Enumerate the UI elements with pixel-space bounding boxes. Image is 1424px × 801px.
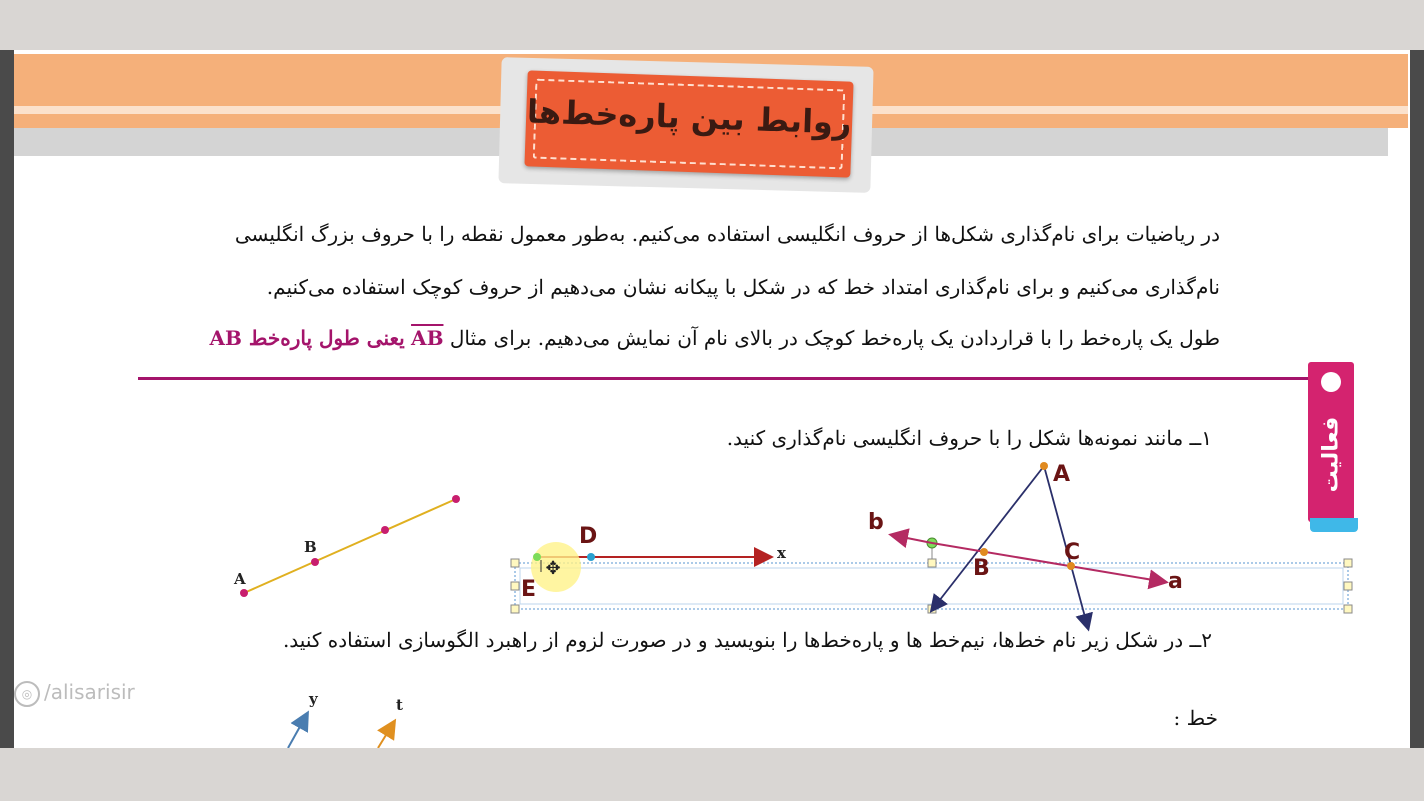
figure-1-point-a xyxy=(240,589,248,597)
top-bar xyxy=(0,0,1424,50)
resize-handle-bl[interactable] xyxy=(511,605,519,613)
selection-box[interactable] xyxy=(511,538,1352,613)
intro-line-3-start: طول یک پاره‌خط را با قراردادن یک پاره‌خط کوچک در بالای نام آن نمایش می‌دهیم. برای مثال xyxy=(449,326,1220,350)
figure-4 xyxy=(288,690,403,748)
intro-line-2: نام‌گذاری می‌کنیم و برای نام‌گذاری امتداد خط که در شکل با پیکانه نشان می‌دهیم از حروف کوچک استفاده می‌کنیم. xyxy=(266,275,1220,299)
figure-3-label-a: A xyxy=(1053,462,1071,487)
figure-1-line xyxy=(244,499,456,593)
figure-3-label-a-line: a xyxy=(1168,569,1183,594)
figure-3-label-b: B xyxy=(973,556,990,581)
geometry-figures xyxy=(0,50,1424,748)
resize-handle-tr[interactable] xyxy=(1344,559,1352,567)
figure-3-ray-ab xyxy=(932,466,1044,610)
bottom-bar xyxy=(0,748,1424,801)
resize-handle-mr[interactable] xyxy=(1344,582,1352,590)
task-2-text: ۲ــ در شکل زیر نام خط‌ها، نیم‌خط ها و پاره‌خط‌ها را بنویسید و در صورت لزوم از راهبرد الگوسازی استفاده کنید. xyxy=(282,628,1212,652)
figure-2-label-e: E xyxy=(521,577,537,602)
figure-3-point-a xyxy=(1040,462,1048,470)
figure-2-label-d: D xyxy=(579,524,598,549)
intro-line-1: در ریاضیات برای نام‌گذاری شکل‌ها از حروف انگلیسی استفاده می‌کنیم. به‌طور معمول نقطه را با حروف بزرگ انگلیسی xyxy=(234,222,1220,246)
figure-1 xyxy=(233,495,460,597)
intro-line-3-end: یعنی طول پاره‌خط AB xyxy=(209,326,405,350)
figure-1-point-4 xyxy=(452,495,460,503)
figure-3-line-a xyxy=(932,543,1165,582)
figure-4-ray-t xyxy=(378,722,394,748)
resize-handle-ml[interactable] xyxy=(511,582,519,590)
figure-4-ray-y xyxy=(288,714,307,748)
selection-inner-outline xyxy=(520,568,1343,604)
figure-1-point-b xyxy=(311,558,319,566)
figure-4-label-t: t xyxy=(396,696,403,714)
figure-1-label-a: A xyxy=(234,570,246,588)
figure-2-point-e xyxy=(533,553,541,561)
figure-3-label-b-line: b xyxy=(868,510,884,535)
segment-length-symbol: AB xyxy=(411,326,444,350)
page-title: روابط بین پاره‌خط‌ها xyxy=(526,92,853,142)
move-cursor-icon: ✥ xyxy=(545,558,561,579)
watermark-logo-icon: ◎ xyxy=(14,681,40,707)
figure-4-label-y: y xyxy=(309,690,318,708)
figure-3-point-b xyxy=(980,548,988,556)
task-1-text: ۱ــ مانند نمونه‌ها شکل را با حروف انگلیسی نام‌گذاری کنید. xyxy=(726,426,1212,450)
figure-1-point-3 xyxy=(381,526,389,534)
answer-line-label: خط : xyxy=(1173,706,1218,730)
figure-2-point-d xyxy=(587,553,595,561)
figure-3-label-c: C xyxy=(1064,540,1081,565)
resize-handle-br[interactable] xyxy=(1344,605,1352,613)
selection-outline[interactable] xyxy=(515,563,1348,609)
figure-3-line-b xyxy=(892,535,932,543)
activity-label: فعالیت xyxy=(1318,416,1344,493)
resize-handle-tc[interactable] xyxy=(928,559,936,567)
resize-handle-tl[interactable] xyxy=(511,559,519,567)
figure-1-label-b: B xyxy=(304,538,317,556)
figure-2-label-x: x xyxy=(777,544,786,562)
watermark-handle: /alisarisir xyxy=(44,680,135,704)
document-page xyxy=(0,50,1424,748)
figure-3 xyxy=(868,462,1183,628)
